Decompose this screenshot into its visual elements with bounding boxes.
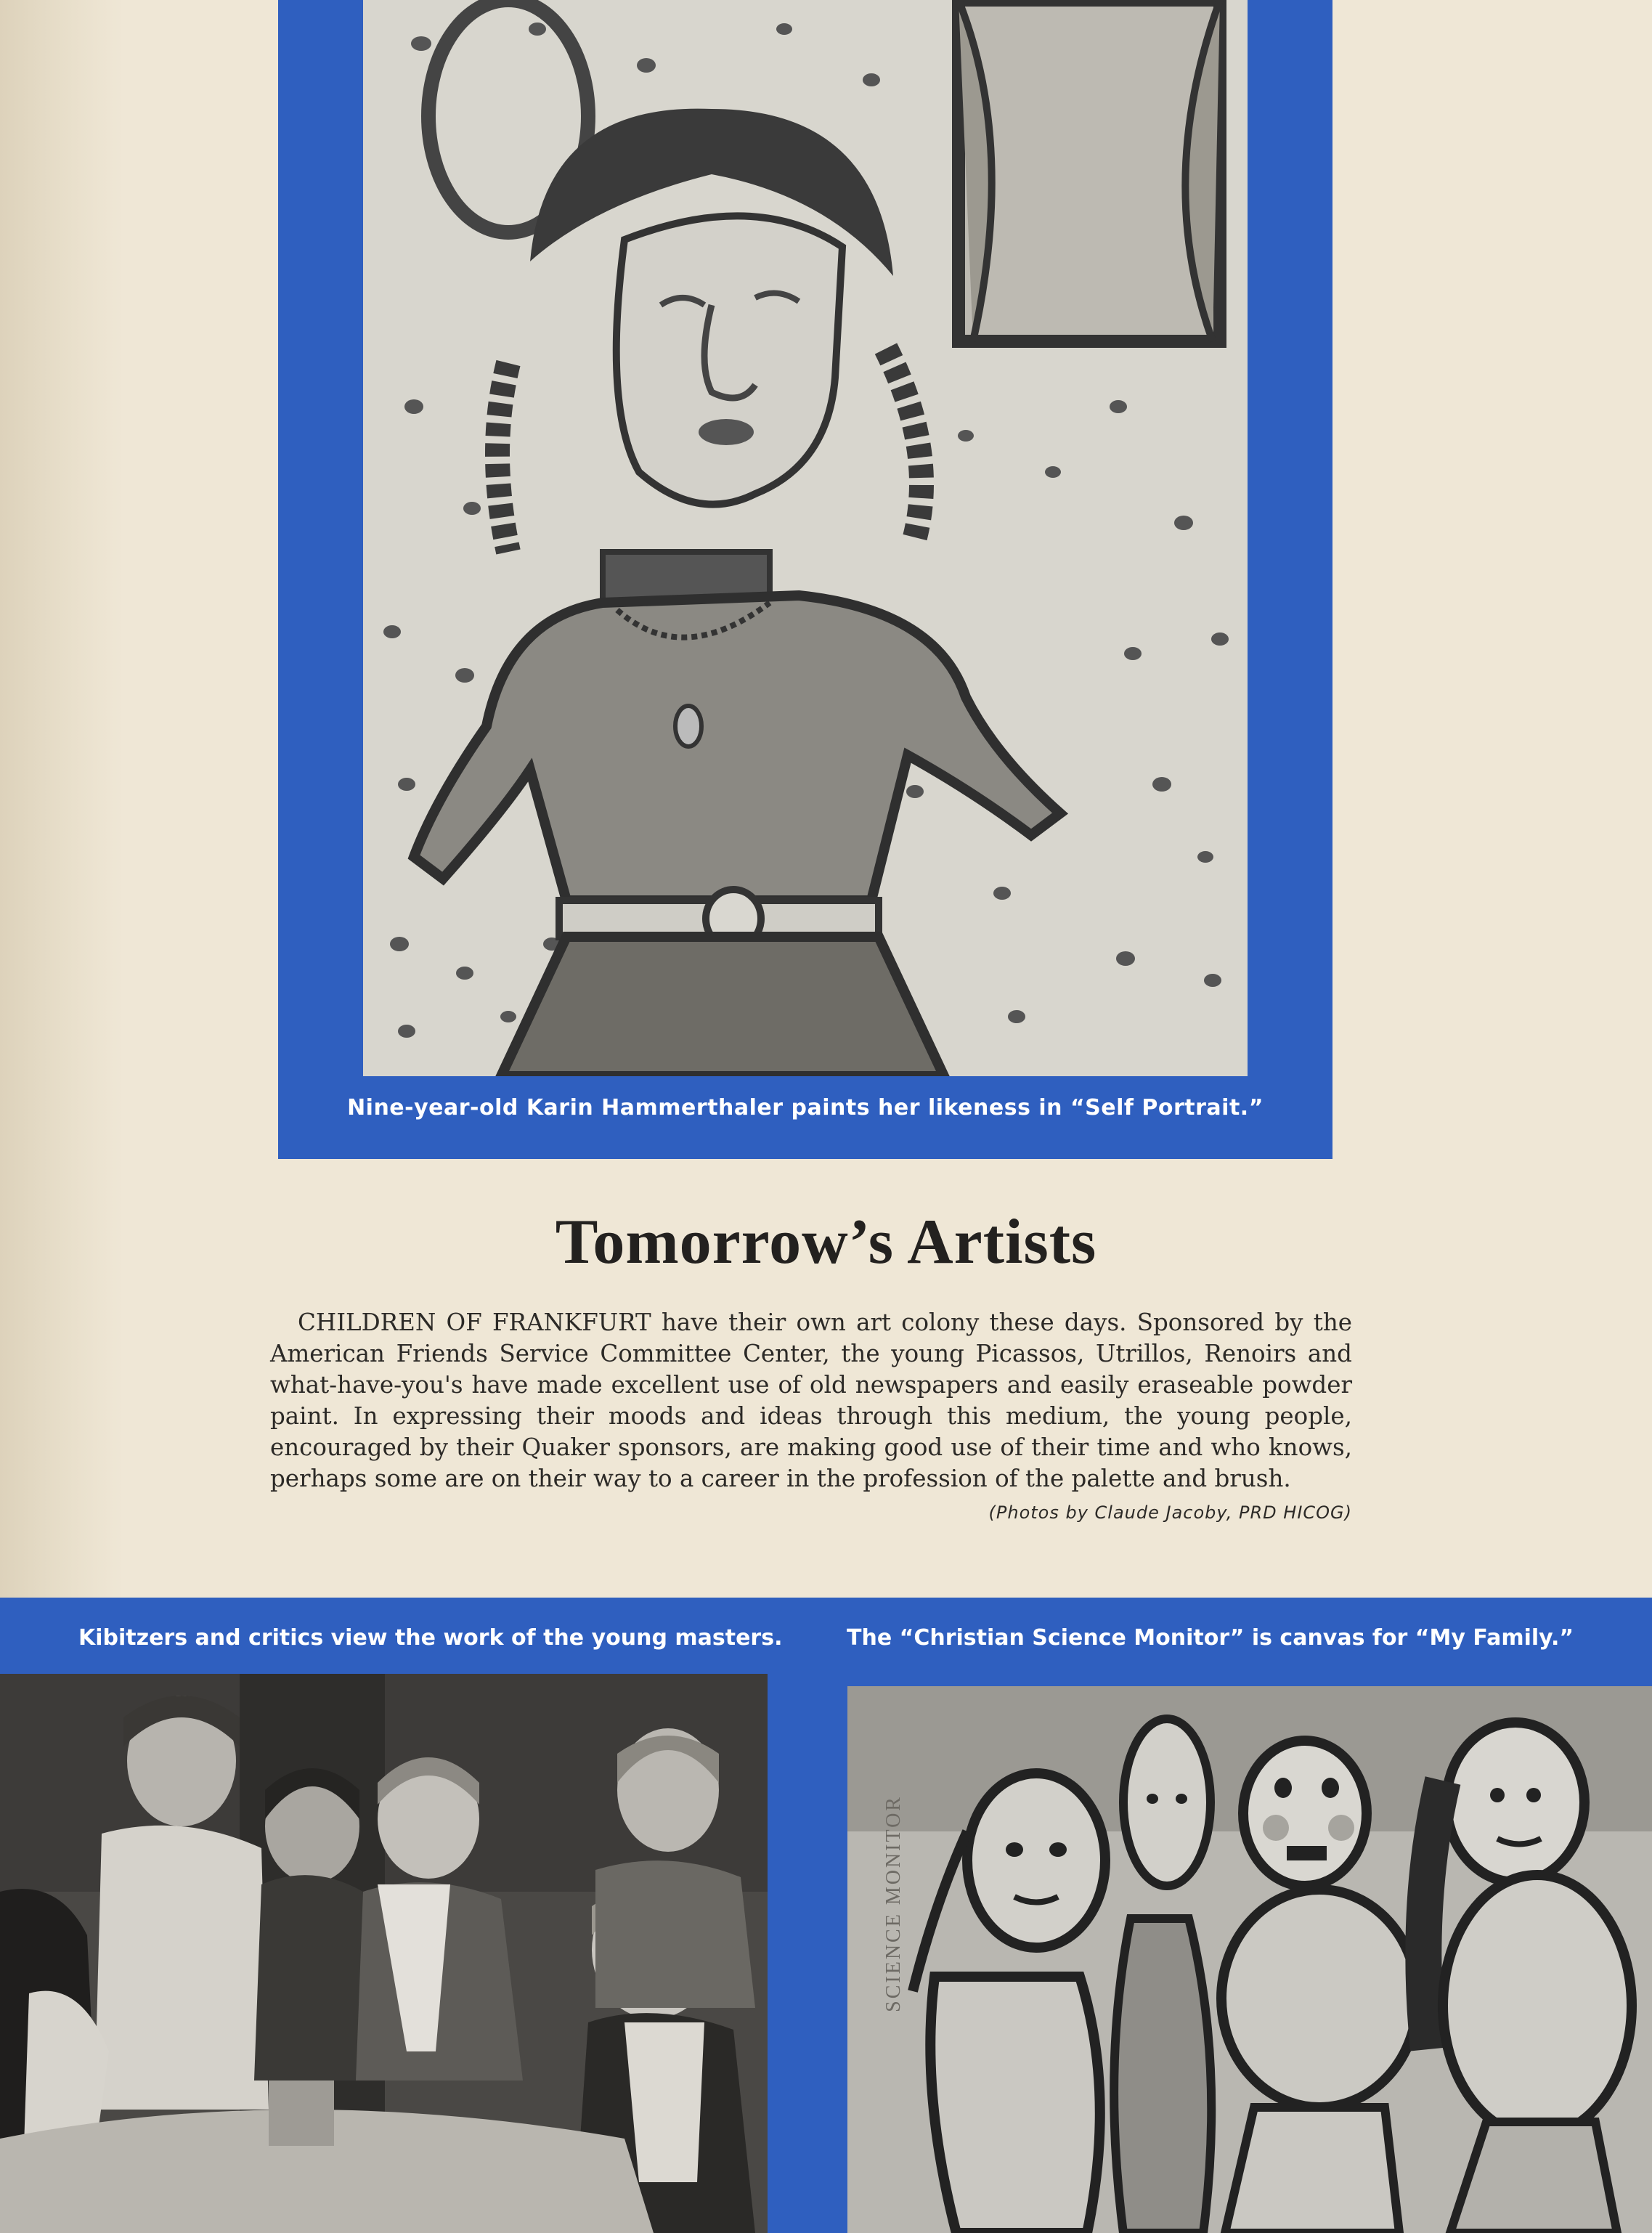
article-headline: Tomorrow’s Artists bbox=[555, 1207, 1097, 1277]
page-edge-shadow bbox=[0, 0, 123, 1598]
top-image-caption: Nine-year-old Karin Hammerthaler paints her likeness in “Self Portrait.” bbox=[347, 1095, 1264, 1120]
family-figures-illustration bbox=[847, 1686, 1652, 2233]
children-group-illustration bbox=[0, 1674, 768, 2233]
right-photo-caption: The “Christian Science Monitor” is canvas for “My Family.” bbox=[847, 1625, 1574, 1651]
my-family-painting-photo bbox=[847, 1686, 1652, 2233]
article-body bbox=[270, 1307, 1352, 1529]
left-photo-caption: Kibitzers and critics view the work of the young masters. bbox=[78, 1625, 783, 1651]
article-body-text: CHILDREN OF FRANKFURT have their own art colony these days. Sponsored by the American Friends Service Committee Center, the young Picassos, Utrillos, Renoirs and what-have-you's have made excellent use of old newspapers and easily eraseable powder paint. In expressing their moods and ideas through this medium, the young people, encouraged by their Quaker sponsors, are making good use of their time and who knows, perhaps some are on their way to a career in the profession of the palette and brush. bbox=[270, 1309, 1352, 1492]
self-portrait-illustration bbox=[363, 0, 1248, 1076]
self-portrait-image bbox=[363, 0, 1248, 1076]
newspaper-masthead-text: SCIENCE MONITOR bbox=[882, 1795, 905, 2012]
photo-credit: (Photos by Claude Jacoby, PRD HICOG) bbox=[988, 1502, 1352, 1523]
bottom-photo-band bbox=[0, 1598, 1652, 2233]
children-viewing-art-photo bbox=[0, 1674, 768, 2233]
top-image-frame bbox=[278, 0, 1332, 1159]
